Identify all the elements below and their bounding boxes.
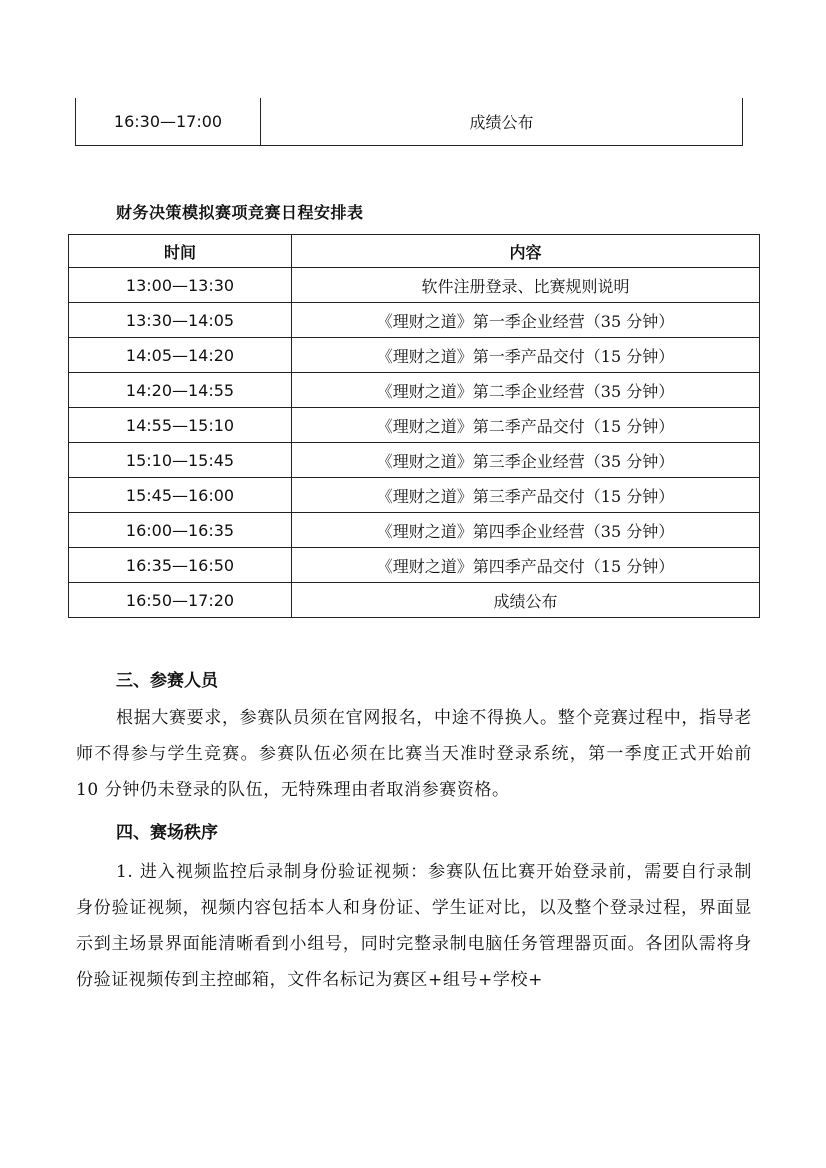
header-time: 时间 bbox=[69, 235, 292, 268]
cell-time: 13:00—13:30 bbox=[69, 268, 292, 303]
header-content: 内容 bbox=[292, 235, 760, 268]
section-body-participants: 根据大赛要求，参赛队员须在官网报名，中途不得换人。整个竞赛过程中，指导老师不得参与学生竞赛。参赛队伍必须在比赛当天准时登录系统，第一季度正式开始前 10 分钟仍未登录的队伍，无特殊理由者取消参赛资格。 bbox=[76, 708, 752, 800]
cell-time: 13:30—14:05 bbox=[69, 303, 292, 338]
cell-time: 15:45—16:00 bbox=[69, 478, 292, 513]
cell-content: 《理财之道》第二季产品交付（15 分钟） bbox=[292, 408, 760, 443]
section-heading-participants: 三、参赛人员 bbox=[116, 671, 218, 691]
table-cell-content: 成绩公布 bbox=[469, 113, 534, 132]
table-row bbox=[69, 303, 760, 338]
table-header-row bbox=[69, 235, 760, 268]
table-row bbox=[69, 338, 760, 373]
table-cell-time: 16:30—17:00 bbox=[76, 98, 261, 145]
cell-time: 14:20—14:55 bbox=[69, 373, 292, 408]
cell-content: 《理财之道》第三季企业经营（35 分钟） bbox=[292, 443, 760, 478]
cell-content: 《理财之道》第一季企业经营（35 分钟） bbox=[292, 303, 760, 338]
table-title: 财务决策模拟赛项竞赛日程安排表 bbox=[116, 203, 364, 222]
continued-table-row bbox=[75, 98, 743, 146]
cell-content: 《理财之道》第四季企业经营（35 分钟） bbox=[292, 513, 760, 548]
table-row bbox=[69, 408, 760, 443]
cell-content: 《理财之道》第四季产品交付（15 分钟） bbox=[292, 548, 760, 583]
cell-time: 16:50—17:20 bbox=[69, 583, 292, 618]
section-heading-venue-order: 四、赛场秩序 bbox=[116, 823, 218, 843]
table-row bbox=[69, 268, 760, 303]
cell-content: 《理财之道》第二季企业经营（35 分钟） bbox=[292, 373, 760, 408]
cell-content: 《理财之道》第三季产品交付（15 分钟） bbox=[292, 478, 760, 513]
cell-time: 14:05—14:20 bbox=[69, 338, 292, 373]
cell-time: 16:35—16:50 bbox=[69, 548, 292, 583]
cell-content: 成绩公布 bbox=[292, 583, 760, 618]
cell-content: 软件注册登录、比赛规则说明 bbox=[292, 268, 760, 303]
table-row bbox=[69, 513, 760, 548]
table-row bbox=[69, 478, 760, 513]
table-row bbox=[69, 373, 760, 408]
table-row bbox=[69, 443, 760, 478]
table-row bbox=[69, 583, 760, 618]
cell-time: 16:00—16:35 bbox=[69, 513, 292, 548]
cell-time: 15:10—15:45 bbox=[69, 443, 292, 478]
schedule-table bbox=[68, 234, 760, 618]
table-row bbox=[69, 548, 760, 583]
cell-time: 14:55—15:10 bbox=[69, 408, 292, 443]
cell-content: 《理财之道》第一季产品交付（15 分钟） bbox=[292, 338, 760, 373]
section-body-venue-order: 1. 进入视频监控后录制身份验证视频：参赛队伍比赛开始登录前，需要自行录制身份验证视频，视频内容包括本人和身份证、学生证对比，以及整个登录过程，界面显示到主场景界面能清晰看到小组号，同时完整录制电脑任务管理器页面。各团队需将身份验证视频传到主控邮箱，文件名标记为赛区+组号+学校+ bbox=[76, 862, 752, 990]
